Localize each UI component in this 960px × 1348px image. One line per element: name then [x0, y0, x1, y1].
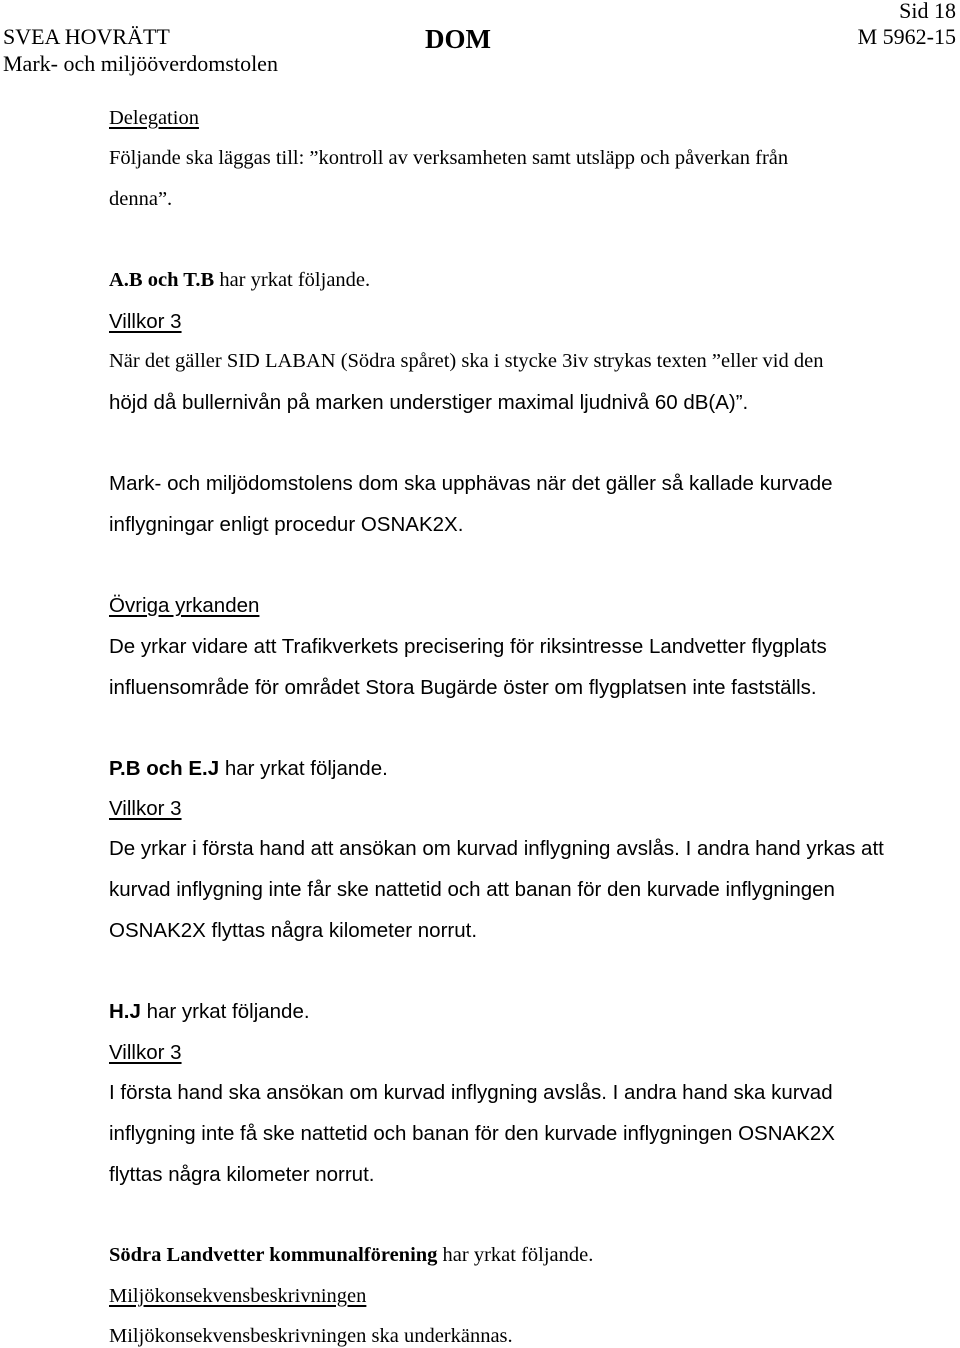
- party-names: Södra Landvetter kommunalförening: [109, 1244, 438, 1266]
- claim-intro-text: har yrkat följande.: [140, 1000, 310, 1023]
- court-division: Mark- och miljööverdomstolen: [3, 51, 278, 76]
- paragraph-line: inflygningar enligt procedur OSNAK2X.: [109, 513, 464, 536]
- page-number: Sid 18: [899, 0, 956, 23]
- claim-intro-text: har yrkat följande.: [214, 269, 371, 291]
- paragraph-line: kurvad inflygning inte får ske nattetid och att banan för den kurvade inflygningen: [109, 878, 835, 901]
- ovriga-yrkanden-heading: Övriga yrkanden: [109, 594, 260, 617]
- paragraph-line: Mark- och miljödomstolens dom ska upphävas när det gäller så kallade kurvade: [109, 472, 833, 495]
- party-claim-intro: [109, 759, 388, 780]
- delegation-text-line: Följande ska läggas till: ”kontroll av verksamheten samt utsläpp och påverkan från: [109, 147, 789, 169]
- claim-intro-text: har yrkat följande.: [437, 1244, 594, 1266]
- paragraph-line: flyttas några kilometer norrut.: [109, 1163, 375, 1186]
- party-names: A.B och T.B: [109, 269, 215, 291]
- villkor-heading: Villkor 3: [109, 310, 182, 333]
- villkor-heading: Villkor 3: [109, 797, 182, 820]
- mkb-heading: Miljökonsekvensbeskrivningen: [109, 1285, 367, 1307]
- delegation-text-line: denna”.: [109, 188, 173, 210]
- case-number: M 5962-15: [857, 24, 956, 49]
- party-claim-intro: [109, 270, 370, 291]
- villkor-heading: Villkor 3: [109, 1041, 182, 1064]
- party-names: P.B och E.J: [109, 757, 220, 780]
- paragraph-line: influensområde för området Stora Bugärde öster om flygplatsen inte fastställs.: [109, 676, 817, 699]
- delegation-heading: Delegation: [109, 107, 199, 129]
- paragraph-line: Miljökonsekvensbeskrivningen ska underkännas.: [109, 1325, 513, 1347]
- paragraph-line: inflygning inte få ske nattetid och banan för den kurvade inflygningen OSNAK2X: [109, 1122, 835, 1145]
- claim-intro-text: har yrkat följande.: [219, 757, 388, 780]
- paragraph-line: De yrkar i första hand att ansökan om kurvad inflygning avslås. I andra hand yrkas att: [109, 837, 884, 860]
- paragraph-line: I första hand ska ansökan om kurvad inflygning avslås. I andra hand ska kurvad: [109, 1081, 833, 1104]
- document-type: DOM: [425, 24, 491, 54]
- party-claim-intro: [109, 1245, 593, 1266]
- paragraph-line: höjd då bullernivån på marken understiger maximal ljudnivå 60 dB(A)”.: [109, 391, 749, 414]
- paragraph-line: OSNAK2X flyttas några kilometer norrut.: [109, 919, 478, 942]
- court-name: SVEA HOVRÄTT: [3, 24, 170, 49]
- paragraph-line: De yrkar vidare att Trafikverkets precisering för riksintresse Landvetter flygplats: [109, 635, 827, 658]
- party-claim-intro: [109, 1002, 310, 1023]
- paragraph-line: När det gäller SID LABAN (Södra spåret) ska i stycke 3iv strykas texten ”eller vid den: [109, 350, 824, 372]
- party-names: H.J: [109, 1000, 141, 1023]
